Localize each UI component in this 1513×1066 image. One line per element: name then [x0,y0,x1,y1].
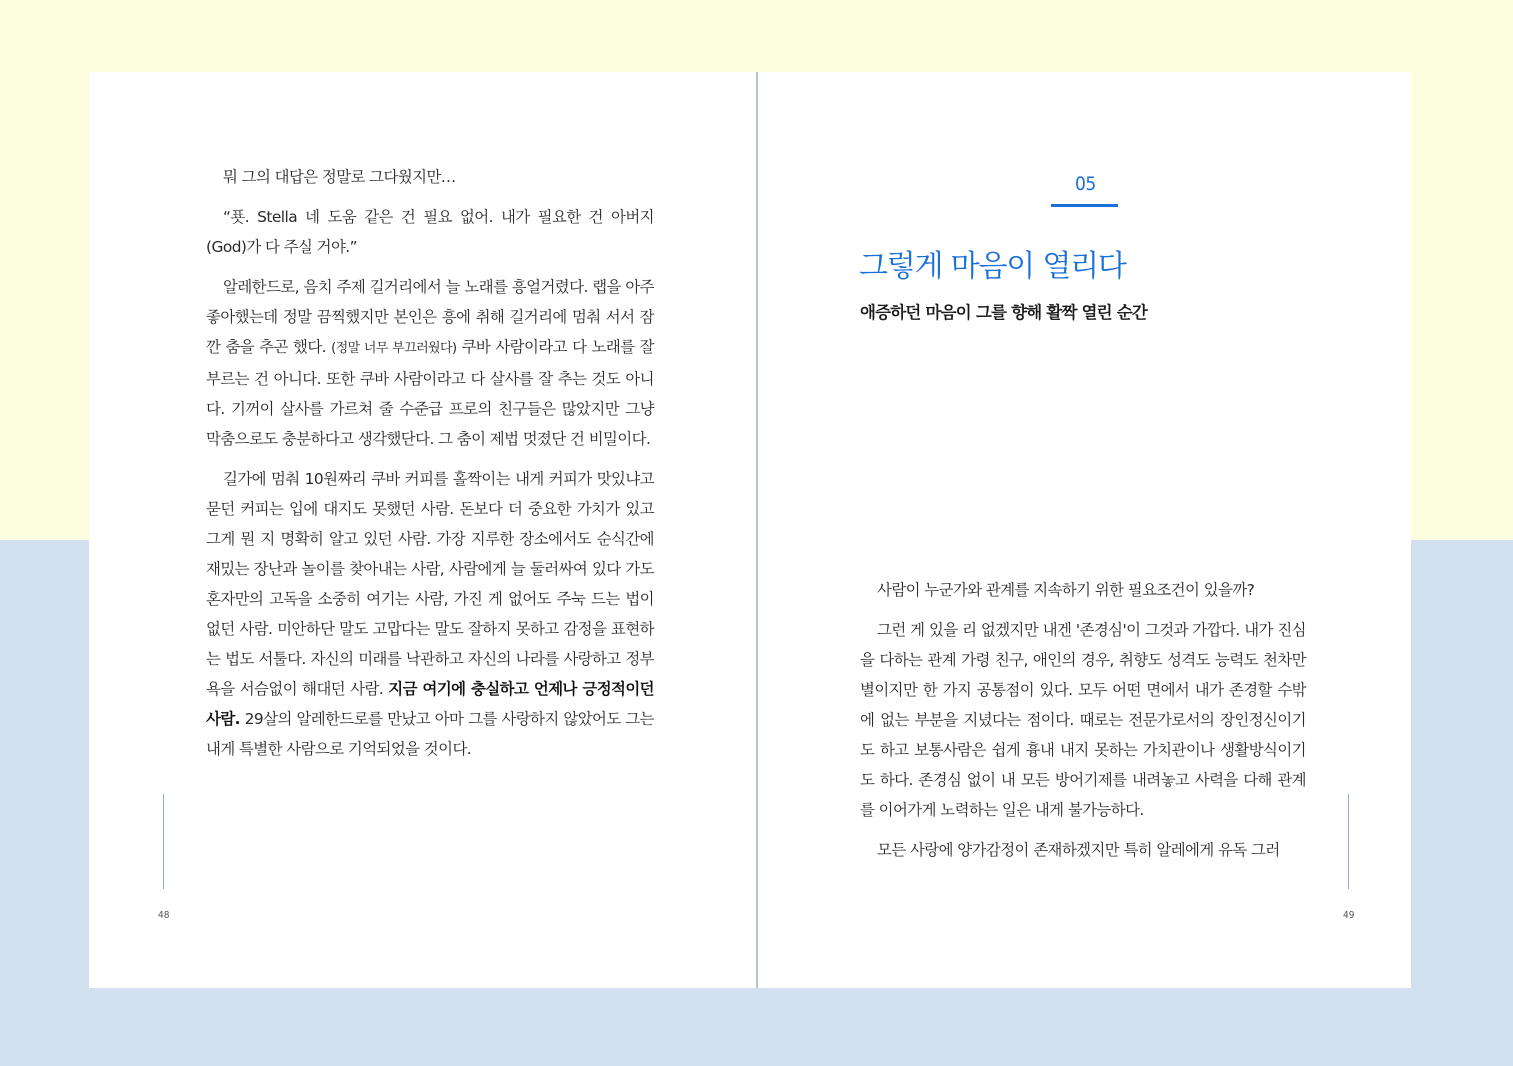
chapter-title: 그렇게 마음이 열리다 [859,249,1126,284]
chapter-number: 05 [1075,173,1096,195]
paragraph-text: 알레한드로, 음치 주제 길거리에서 늘 노래를 흥얼거렸다. 랩을 아주 좋아했는데 정말 끔찍했지만 본인은 흥에 취해 길거리에 멈춰 서서 잠깐 춤을 추곤 했다. [206,278,654,356]
paragraph-text: 길가에 멈춰 10원짜리 쿠바 커피를 홀짝이는 내게 커피가 맛있냐고 묻던 커피는 입에 대지도 못했던 사람. 돈보다 더 중요한 가치가 있고 그게 뭔 지 명확히 알고 있던 사람. 가장 지루한 장소에서도 순식간에 재밌는 장난과 놀이를 찾아내는 사람, 사람에게 늘 둘러싸여 있다 가도 혼자만의 고독을 소중히 여기는 사람, 가진 게 없어도 주눅 드는 법이 없던 사람. 미안하단 말도 고맙다는 말도 잘하지 못하고 감정을 표현하는 법도 서툴다. 자신의 미래를 낙관하고 자신의 나라를 사랑하고 정부 욕을 서슴없이 해대던 사람. [206,470,654,698]
paragraph [206,202,654,262]
left-page [89,72,756,988]
margin-rule [1348,794,1349,889]
paragraph [206,464,654,764]
page-number: 49 [1343,910,1355,921]
left-page-body [206,162,654,774]
chapter-subtitle: 애증하던 마음이 그를 향해 활짝 열린 순간 [860,303,1148,322]
emphasis-text: 지금 여기에 충실하고 언제나 긍정적이던 사람. [206,680,654,728]
right-page [758,72,1411,988]
chapter-underline [1051,204,1118,207]
right-page-body [860,575,1306,875]
paragraph-text: 쿠바 사람이라고 다 노래를 잘 부르는 건 아니다. 또한 쿠바 사람이라고 다 살사를 잘 추는 것도 아니다. 기꺼이 살사를 가르쳐 줄 수준급 프로의 친구들은 많았지만 그냥 막춤으로도 충분하다고 생각했단다. 그 춤이 제법 멋졌단 건 비밀이다. [206,338,654,448]
paragraph: 모든 사랑에 양가감정이 존재하겠지만 특히 알레에게 유독 그러 [877,841,1280,859]
aside-note: (정말 너무 부끄러웠다) [331,341,457,356]
paragraph-text: 29살의 알레한드로를 만났고 아마 그를 사랑하지 않았어도 그는 내게 특별한 사람으로 기억되었을 것이다. [206,710,654,758]
paragraph: 뭐 그의 대답은 정말로 그다웠지만… [223,168,456,186]
paragraph: 사람이 누군가와 관계를 지속하기 위한 필요조건이 있을까? [877,581,1255,599]
margin-rule [163,794,164,889]
page-number: 48 [158,910,170,921]
book-spread [89,72,1411,988]
paragraph: 그런 게 있을 리 없겠지만 내겐 '존경심'이 그것과 가깝다. 내가 진심을 다하는 관계 가령 친구, 애인의 경우, 취향도 성격도 능력도 천차만별이지만 한 가지 공통점이 있다. 모두 어떤 면에서 내가 존경할 수밖에 없는 부분을 지녔다는 점이다. 때로는 전문가로서의 장인정신이기도 하고 보통사람은 쉽게 흉내 내지 못하는 가치관이나 생활방식이기도 하다. 존경심 없이 내 모든 방어기제를 내려놓고 사력을 다해 관계를 이어가게 노력하는 일은 내게 불가능하다. [860,621,1306,819]
paragraph-text: “푯. Stella 네 도움 같은 건 필요 없어. 내가 필요한 건 아버지 (God)가 다 주실 거야.” [206,208,654,256]
paragraph [206,272,654,454]
